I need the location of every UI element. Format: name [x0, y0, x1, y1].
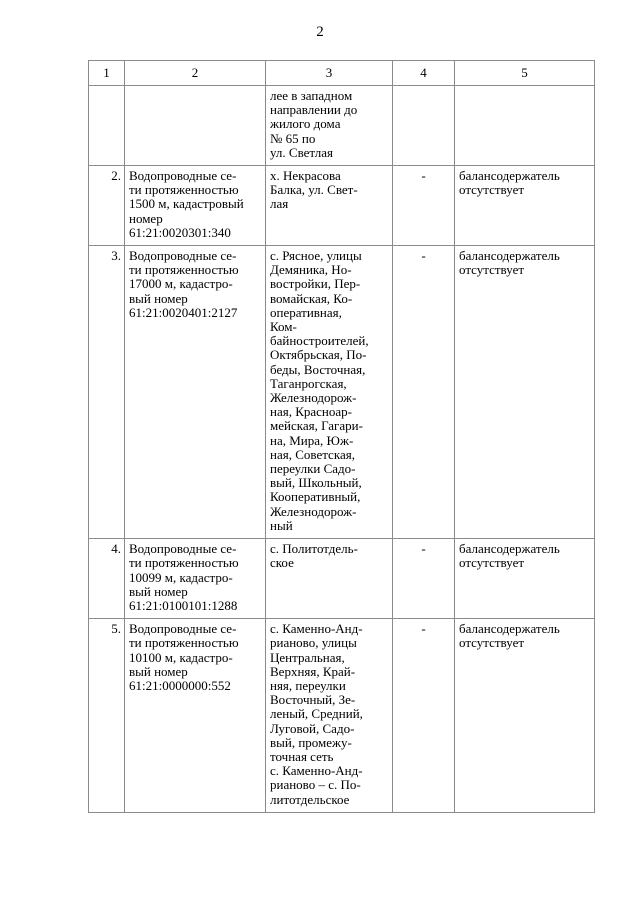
object-location: с. Политотдель- ское	[266, 539, 393, 619]
table-row	[89, 166, 595, 246]
table-row	[89, 619, 595, 813]
header-col-2: 2	[125, 61, 266, 86]
row-number	[89, 86, 125, 166]
header-col-4: 4	[393, 61, 455, 86]
row-number: 4.	[89, 539, 125, 619]
objects-table	[88, 60, 595, 813]
holder-info: балансодержатель отсутствует	[455, 166, 595, 246]
header-col-5: 5	[455, 61, 595, 86]
object-description: Водопроводные се- ти протяженностью 10099 м, кадастро- вый номер 61:21:0100101:1288	[125, 539, 266, 619]
object-description	[125, 86, 266, 166]
header-col-3: 3	[266, 61, 393, 86]
col4-value	[393, 86, 455, 166]
row-number: 2.	[89, 166, 125, 246]
header-col-1: 1	[89, 61, 125, 86]
object-location: лее в западном направлении до жилого дома № 65 по ул. Светлая	[266, 86, 393, 166]
object-description: Водопроводные се- ти протяженностью 1500 м, кадастровый номер 61:21:0020301:340	[125, 166, 266, 246]
object-description: Водопроводные се- ти протяженностью 17000 м, кадастро- вый номер 61:21:0020401:2127	[125, 246, 266, 539]
holder-info: балансодержатель отсутствует	[455, 619, 595, 813]
object-location: с. Каменно-Анд- рианово, улицы Центральная, Верхняя, Край- няя, переулки Восточный, Зе- леный, Средний, Луговой, Садо- вый, промежу- точная сеть с. Каменно-Анд- рианово – с. По- литотдельское	[266, 619, 393, 813]
holder-info	[455, 86, 595, 166]
col4-value: -	[393, 619, 455, 813]
col4-value: -	[393, 246, 455, 539]
col4-value: -	[393, 166, 455, 246]
holder-info: балансодержатель отсутствует	[455, 246, 595, 539]
col4-value: -	[393, 539, 455, 619]
object-description: Водопроводные се- ти протяженностью 10100 м, кадастро- вый номер 61:21:0000000:552	[125, 619, 266, 813]
holder-info: балансодержатель отсутствует	[455, 539, 595, 619]
object-location: с. Рясное, улицы Демяника, Но- востройки, Пер- вомайская, Ко- оперативная, Ком- байностроителей, Октябрьская, По- беды, Восточная, Таганрогская, Железнодорож- ная, Красноар- мейская, Гагари- на, Мира, Юж- ная, Советская, переулки Садо- вый, Школьный, Кооперативный, Железнодорож- ный	[266, 246, 393, 539]
table-row	[89, 539, 595, 619]
page-number: 2	[316, 24, 324, 40]
row-number: 5.	[89, 619, 125, 813]
row-number: 3.	[89, 246, 125, 539]
object-location: х. Некрасова Балка, ул. Свет- лая	[266, 166, 393, 246]
table-row	[89, 246, 595, 539]
table-header-row	[89, 61, 595, 86]
table-row	[89, 86, 595, 166]
